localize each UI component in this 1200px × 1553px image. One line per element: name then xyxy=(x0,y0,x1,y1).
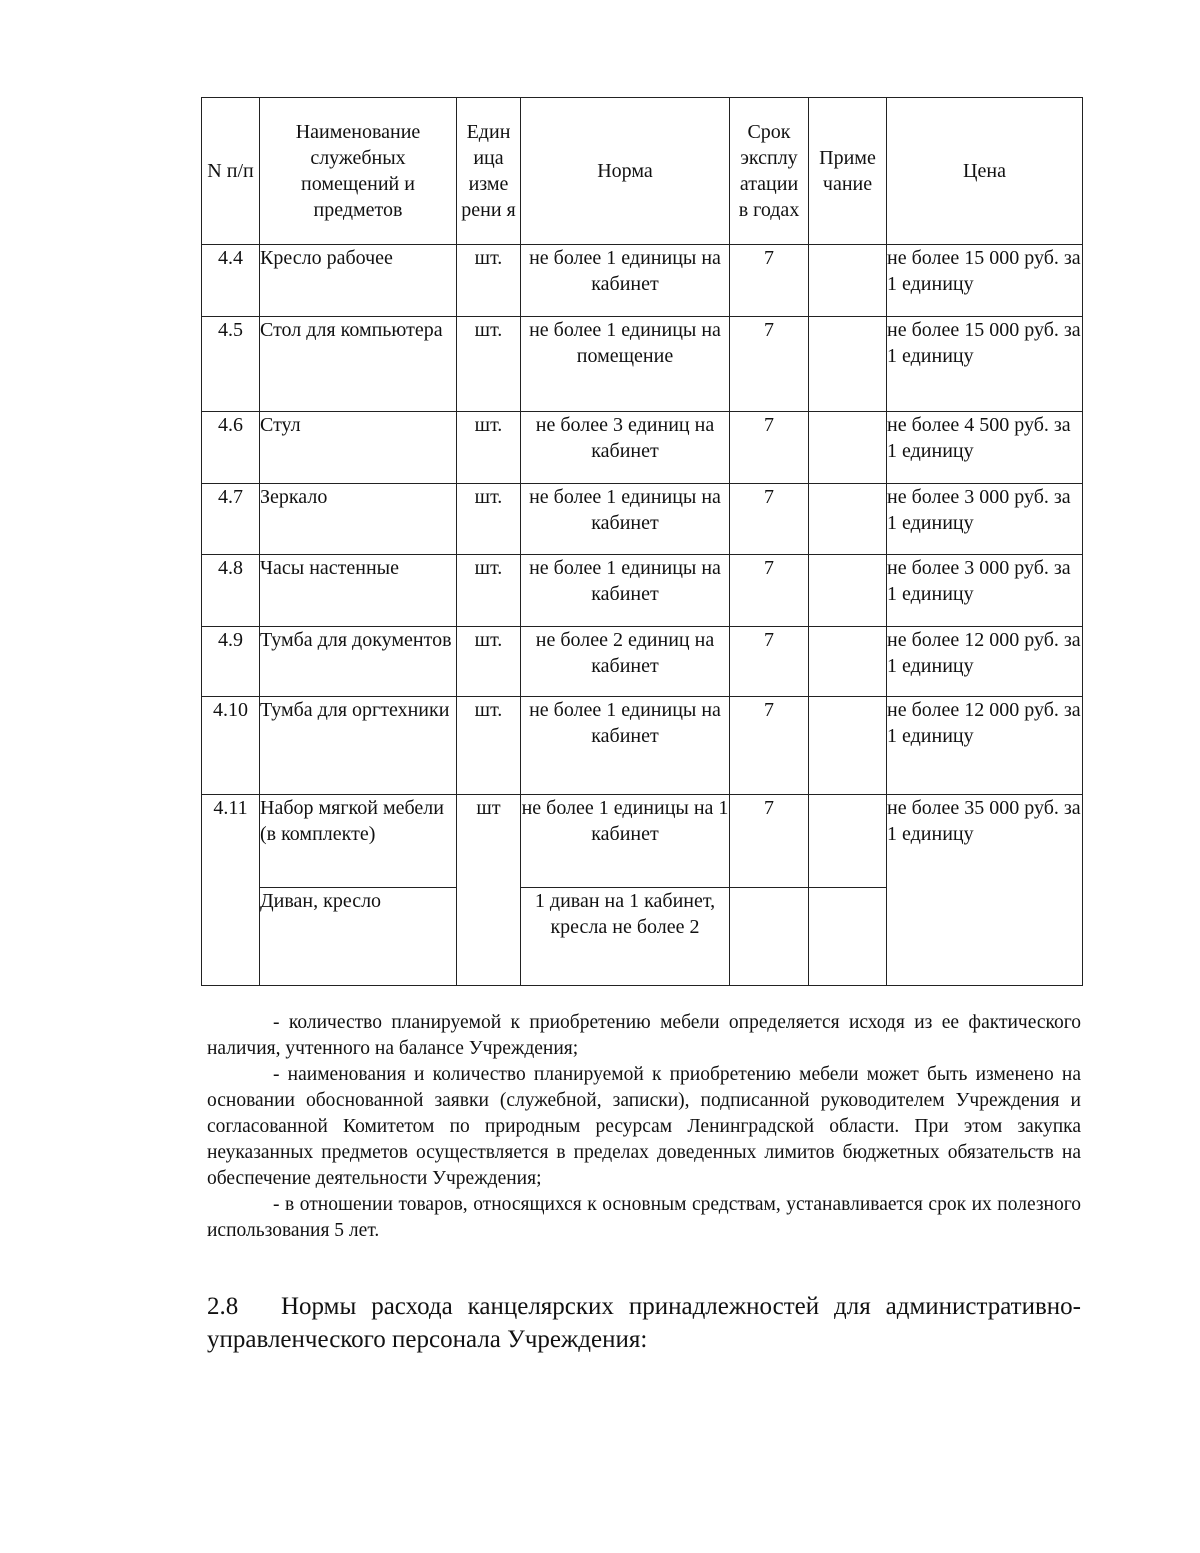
row-price: не более 12 000 руб. за 1 единицу xyxy=(887,697,1083,795)
row-price: не более 35 000 руб. за 1 единицу xyxy=(887,795,1083,986)
row-unit: шт. xyxy=(457,697,521,795)
row-norm: не более 1 единицы на кабинет xyxy=(521,484,730,555)
row-note xyxy=(809,412,887,484)
row-num: 4.7 xyxy=(202,484,260,555)
row-life: 7 xyxy=(730,245,809,317)
row-norm: не более 1 единицы на кабинет xyxy=(521,697,730,795)
header-note: Приме чание xyxy=(809,98,887,245)
row-norm: не более 2 единиц на кабинет xyxy=(521,627,730,697)
row-note xyxy=(809,245,887,317)
row-note xyxy=(809,555,887,627)
row-unit: шт. xyxy=(457,627,521,697)
row-life: 7 xyxy=(730,795,809,888)
table-row xyxy=(202,412,1083,484)
table-header-row xyxy=(202,98,1083,245)
row-num: 4.4 xyxy=(202,245,260,317)
row-unit: шт. xyxy=(457,412,521,484)
row-norm: не более 3 единиц на кабинет xyxy=(521,412,730,484)
row-name: Набор мягкой мебели (в комплекте) xyxy=(260,795,457,888)
row-name: Часы настенные xyxy=(260,555,457,627)
section-number: 2.8 xyxy=(207,1293,239,1320)
furniture-norms-table xyxy=(201,97,1083,986)
row-price: не более 3 000 руб. за 1 единицу xyxy=(887,555,1083,627)
row-price: не более 15 000 руб. за 1 единицу xyxy=(887,317,1083,412)
table-row xyxy=(202,555,1083,627)
note-paragraph: - в отношении товаров, относящихся к основным средствам, устанавливается срок их полезного использования 5 лет. xyxy=(207,1194,1081,1241)
row-num: 4.8 xyxy=(202,555,260,627)
row-norm: не более 1 единицы на кабинет xyxy=(521,555,730,627)
row-unit: шт. xyxy=(457,484,521,555)
row-price: не более 15 000 руб. за 1 единицу xyxy=(887,245,1083,317)
table-row xyxy=(202,697,1083,795)
note-paragraph: - наименования и количество планируемой к приобретению мебели может быть изменено на основании обоснованной заявки (служебной, записки), подписанной руководителем Учреждения и согласованной Комитетом по природным ресурсам Ленинградской области. При этом закупка неуказанных предметов осуществляется в пределах доведенных лимитов бюджетных обязательств на обеспечение деятельности Учреждения; xyxy=(207,1064,1081,1189)
subrow-note-empty xyxy=(809,888,887,986)
row-life: 7 xyxy=(730,317,809,412)
header-unit: Един ица изме рени я xyxy=(457,98,521,245)
section-heading xyxy=(207,1290,1081,1356)
row-price: не более 4 500 руб. за 1 единицу xyxy=(887,412,1083,484)
row-note xyxy=(809,697,887,795)
note-paragraph: - количество планируемой к приобретению мебели определяется исходя из ее фактического наличия, учтенного на балансе Учреждения; xyxy=(207,1012,1081,1059)
row-name: Зеркало xyxy=(260,484,457,555)
row-norm: не более 1 единицы на помещение xyxy=(521,317,730,412)
row-life: 7 xyxy=(730,555,809,627)
header-price: Цена xyxy=(887,98,1083,245)
row-num: 4.10 xyxy=(202,697,260,795)
row-life: 7 xyxy=(730,697,809,795)
header-name: Наименование служебных помещений и предметов xyxy=(260,98,457,245)
header-norm: Норма xyxy=(521,98,730,245)
row-unit: шт xyxy=(457,795,521,986)
subrow-name: Диван, кресло xyxy=(260,888,457,986)
header-life: Срок эксплу атации в годах xyxy=(730,98,809,245)
row-unit: шт. xyxy=(457,317,521,412)
row-norm: не более 1 единицы на кабинет xyxy=(521,245,730,317)
row-life: 7 xyxy=(730,627,809,697)
row-name: Стул xyxy=(260,412,457,484)
header-num: N п/п xyxy=(202,98,260,245)
notes-block xyxy=(207,1010,1081,1244)
row-norm: не более 1 единицы на 1 кабинет xyxy=(521,795,730,888)
row-note xyxy=(809,795,887,888)
row-note xyxy=(809,317,887,412)
row-num: 4.6 xyxy=(202,412,260,484)
row-life: 7 xyxy=(730,484,809,555)
row-num: 4.9 xyxy=(202,627,260,697)
row-num: 4.5 xyxy=(202,317,260,412)
row-note xyxy=(809,484,887,555)
table-row xyxy=(202,317,1083,412)
row-price: не более 12 000 руб. за 1 единицу xyxy=(887,627,1083,697)
subrow-life-empty xyxy=(730,888,809,986)
row-life: 7 xyxy=(730,412,809,484)
table-row xyxy=(202,245,1083,317)
row-note xyxy=(809,627,887,697)
row-name: Тумба для документов xyxy=(260,627,457,697)
row-price: не более 3 000 руб. за 1 единицу xyxy=(887,484,1083,555)
table-row xyxy=(202,795,1083,888)
row-unit: шт. xyxy=(457,555,521,627)
row-name: Тумба для оргтехники xyxy=(260,697,457,795)
row-name: Кресло рабочее xyxy=(260,245,457,317)
table-row xyxy=(202,627,1083,697)
subrow-norm: 1 диван на 1 кабинет, кресла не более 2 xyxy=(521,888,730,986)
row-name: Стол для компьютера xyxy=(260,317,457,412)
row-num: 4.11 xyxy=(202,795,260,986)
table-row xyxy=(202,484,1083,555)
section-title: Нормы расхода канцелярских принадлежностей для административно-управленческого персонала Учреждения: xyxy=(207,1293,1081,1353)
row-unit: шт. xyxy=(457,245,521,317)
